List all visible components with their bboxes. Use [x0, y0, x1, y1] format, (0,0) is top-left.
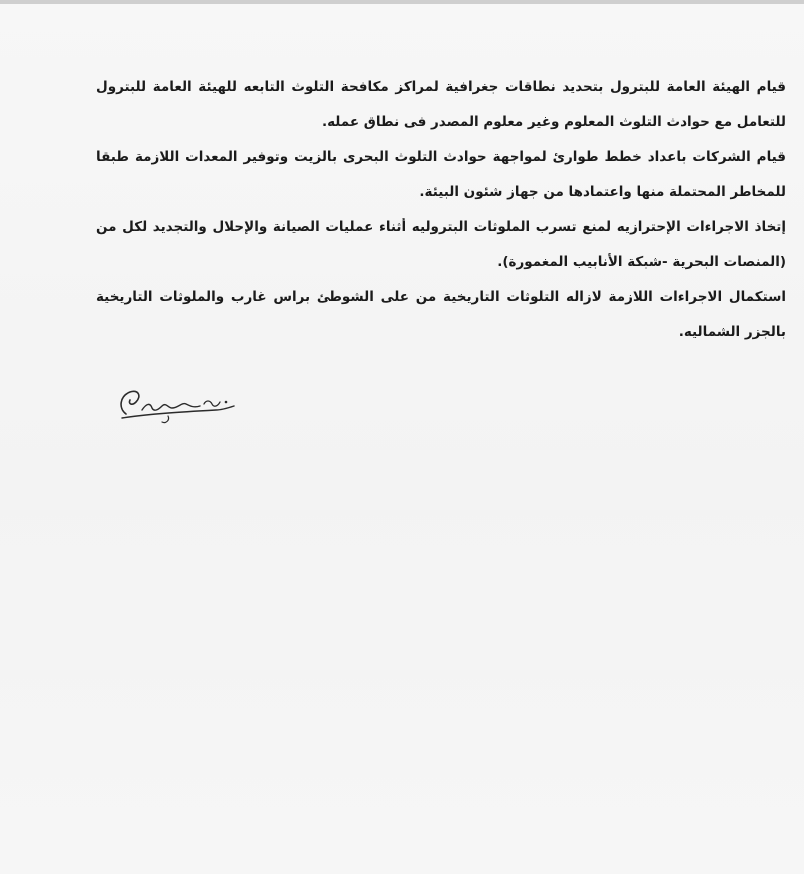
paragraph-line: بالجزر الشماليه. — [678, 324, 786, 340]
document-body — [96, 78, 786, 358]
paragraph-line: قيام الهيئة العامة للبترول بتحديد نطاقات جغرافية لمراكز مكافحة التلوث التابعه للهيئة العامة للبترول — [96, 79, 786, 95]
paragraph-line: للتعامل مع حوادث التلوث المعلوم وغير معلوم المصدر فى نطاق عمله. — [321, 114, 786, 130]
paragraph-line: قيام الشركات باعداد خطط طوارئ لمواجهة حوادث التلوث البحرى بالزيت وتوفير المعدات اللازمة طبقا — [96, 149, 786, 165]
paragraph-line: استكمال الاجراءات اللازمة لازاله التلوثات التاريخية من على الشوطئ براس غارب والملوثات التاريخية — [96, 289, 786, 305]
paragraph-line: إتخاذ الاجراءات الإحترازيه لمنع تسرب الملوثات البتروليه أثناء عمليات الصيانة والإحلال والتجديد لكل من — [96, 219, 786, 235]
handwritten-signature — [108, 380, 248, 430]
paragraph-line: للمخاطر المحتملة منها واعتمادها من جهاز شئون البيئة. — [419, 184, 786, 200]
paragraph-line: (المنصات البحرية -شبكة الأنابيب المغمورة). — [497, 254, 786, 270]
page-top-edge — [0, 0, 804, 4]
